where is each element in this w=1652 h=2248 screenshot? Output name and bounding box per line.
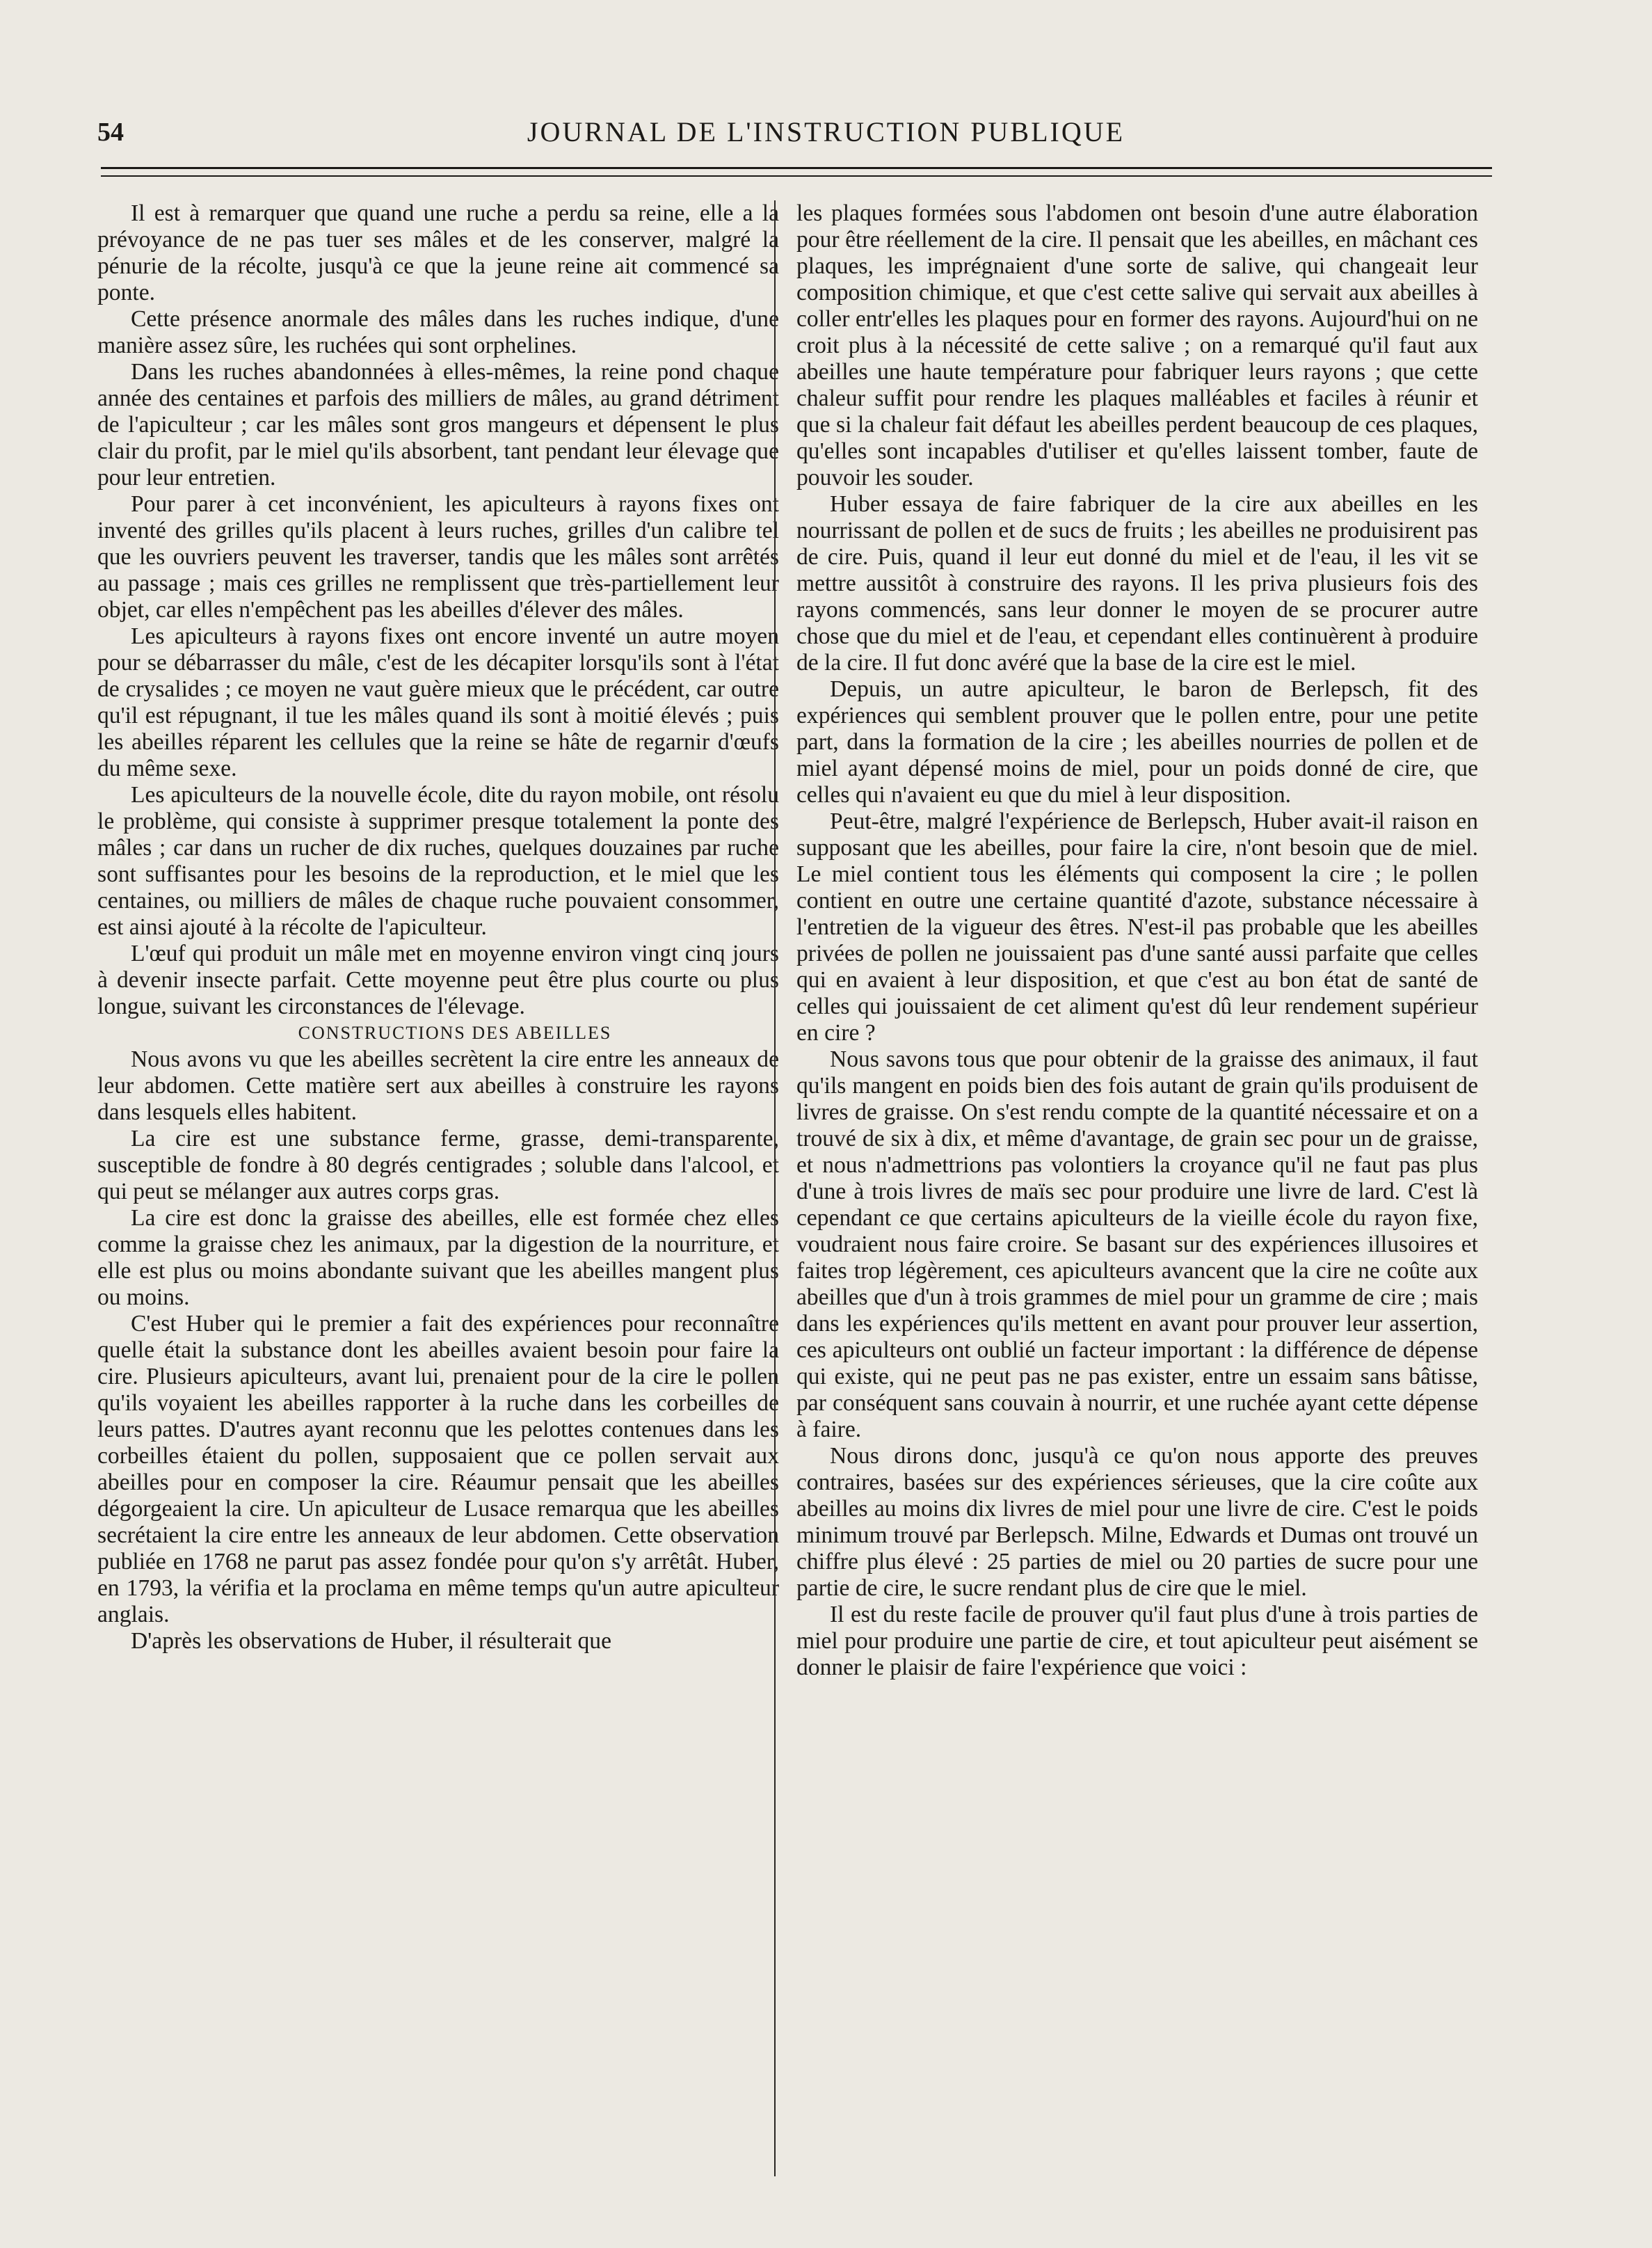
header-rule-thin bbox=[101, 175, 1492, 177]
left-column bbox=[97, 200, 779, 1655]
paragraph: les plaques formées sous l'abdomen ont besoin d'une autre élaboration pour être réellement de la cire. Il pensait que les abeilles, en mâchant ces plaques, les imprégnaient d'une sorte de salive, qui changeait leur composition chimique, et que c'est cette salive qui servait aux abeilles à coller entr'elles les plaques pour en former des rayons. Aujourd'hui on ne croit plus à la nécessité de cette salive ; on a remarqué qu'il faut aux abeilles une haute température pour fabriquer leurs rayons ; que cette chaleur suffit pour rendre les plaques malléables et faciles à réunir et que si la chaleur fait défaut les abeilles perdent beaucoup de ces plaques, qu'elles sont incapables d'utiliser et qu'elles laissent tomber, faute de pouvoir les souder. bbox=[796, 200, 1478, 491]
right-column bbox=[796, 200, 1478, 1681]
column-divider bbox=[774, 200, 776, 2176]
paragraph: Nous avons vu que les abeilles secrètent la cire entre les anneaux de leur abdomen. Cette matière sert aux abeilles à construire les rayons dans lesquels elles habitent. bbox=[97, 1046, 779, 1125]
paragraph: Huber essaya de faire fabriquer de la cire aux abeilles en les nourrissant de pollen et de sucs de fruits ; les abeilles ne produisirent pas de cire. Puis, quand il leur eut donné du miel et de l'eau, il les vit se mettre aussitôt à construire des rayons. Il les priva plusieurs fois des rayons commencés, sans leur donner le moyen de se procurer autre chose que du miel et de l'eau, et cependant elles continuèrent à produire de la cire. Il fut donc avéré que la base de la cire est le miel. bbox=[796, 491, 1478, 676]
page-number: 54 bbox=[97, 118, 124, 147]
section-title: CONSTRUCTIONS DES ABEILLES bbox=[298, 1023, 612, 1043]
paragraph: Depuis, un autre apiculteur, le baron de Berlepsch, fit des expériences qui semblent prouver que le pollen entre, pour une petite part, dans la formation de la cire ; les abeilles nourries de pollen et de miel ayant dépensé moins de miel, pour un poids donné de cire, que celles qui n'avaient eu que du miel à leur disposition. bbox=[796, 676, 1478, 808]
paragraph: Nous dirons donc, jusqu'à ce qu'on nous apporte des preuves contraires, basées sur des expériences sérieuses, que la cire coûte aux abeilles au moins dix livres de miel pour une livre de cire. C'est le poids minimum trouvé par Berlepsch. Milne, Edwards et Dumas ont trouvé un chiffre plus élevé : 25 parties de miel ou 20 parties de sucre pour une partie de cire, le sucre rendant plus de cire que le miel. bbox=[796, 1443, 1478, 1601]
paragraph: Nous savons tous que pour obtenir de la graisse des animaux, il faut qu'ils mangent en poids bien des fois autant de grain qu'ils produisent de livres de graisse. On s'est rendu compte de la quantité nécessaire et on a trouvé de six à dix, et même d'avantage, de grain sec pour un de graisse, et nous n'admettrions pas volontiers la croyance qu'il ne faut pas plus d'une à trois livres de maïs sec pour produire une livre de lard. C'est là cependant ce que certains apiculteurs de la vieille école du rayon fixe, voudraient nous faire croire. Se basant sur des expériences illusoires et faites trop légèrement, ces apiculteurs avancent que la cire ne coûte aux abeilles que d'un à trois grammes de miel pour un gramme de cire ; mais dans les expériences qu'ils mettent en avant pour prouver leur assertion, ces apiculteurs ont oublié un facteur important : la différence de dépense qui existe, qui ne peut pas ne pas exister, entre un essaim sans bâtisse, par conséquent sans couvain à nourrir, et une ruchée ayant cette dépense à faire. bbox=[796, 1046, 1478, 1442]
paragraph: D'après les observations de Huber, il résulterait que bbox=[131, 1628, 611, 1654]
paragraph: Les apiculteurs de la nouvelle école, dite du rayon mobile, ont résolu le problème, qui consiste à supprimer presque totalement la ponte des mâles ; car dans un rucher de dix ruches, quelques douzaines par ruche sont suffisantes pour les besoins de la reproduction, et le miel que les centaines, ou milliers de mâles de chaque ruche pouvaient consommer, est ainsi ajouté à la récolte de l'apiculteur. bbox=[97, 782, 779, 940]
running-title: JOURNAL DE L'INSTRUCTION PUBLIQUE bbox=[527, 116, 1125, 148]
header-rule-thick bbox=[101, 167, 1492, 169]
paragraph: Il est à remarquer que quand une ruche a perdu sa reine, elle a la prévoyance de ne pas tuer ses mâles et de les conserver, malgré la pénurie de la récolte, jusqu'à ce que la jeune reine ait commencé sa ponte. bbox=[97, 200, 779, 305]
paragraph: Cette présence anormale des mâles dans les ruches indique, d'une manière assez sûre, les ruchées qui sont orphelines. bbox=[97, 306, 779, 358]
paragraph: Les apiculteurs à rayons fixes ont encore inventé un autre moyen pour se débarrasser du mâle, c'est de les décapiter lorsqu'ils sont à l'état de crysalides ; ce moyen ne vaut guère mieux que le précédent, car outre qu'il est répugnant, il tue les mâles quand ils sont à moitié élevés ; puis les abeilles réparent les cellules que la reine se hâte de regarnir d'œufs du même sexe. bbox=[97, 623, 779, 781]
paragraph: C'est Huber qui le premier a fait des expériences pour reconnaître quelle était la substance dont les abeilles avaient besoin pour faire la cire. Plusieurs apiculteurs, avant lui, prenaient pour de la cire le pollen qu'ils voyaient les abeilles rapporter à la ruche dans les corbeilles de leurs pattes. D'autres ayant reconnu que les pelottes contenues dans les corbeilles étaient du pollen, supposaient que ce pollen servait aux abeilles pour en composer la cire. Réaumur pensait que les abeilles dégorgeaient la cire. Un apiculteur de Lusace remarqua que les abeilles secrétaient la cire entre les anneaux de leur abdomen. Cette observation publiée en 1768 ne parut pas assez fondée pour qu'on s'y arrêtât. Huber, en 1793, la vérifia et la proclama en même temps qu'un autre apiculteur anglais. bbox=[97, 1311, 779, 1627]
paragraph: Dans les ruches abandonnées à elles-mêmes, la reine pond chaque année des centaines et parfois des milliers de mâles, au grand détriment de l'apiculteur ; car les mâles sont gros mangeurs et dépensent le plus clair du profit, par le miel qu'ils absorbent, tant pendant leur élevage que pour leur entretien. bbox=[97, 359, 779, 491]
paragraph: Peut-être, malgré l'expérience de Berlepsch, Huber avait-il raison en supposant que les abeilles, pour faire la cire, n'ont besoin que de miel. Le miel contient tous les éléments qui composent la cire ; le pollen contient en outre une certaine quantité d'azote, substance nécessaire à l'entretien de la vigueur des êtres. N'est-il pas probable que les abeilles privées de pollen ne jouissaient pas d'une santé aussi parfaite que celles qui en avaient à leur disposition, et que c'est au bon état de santé de celles qui jouissaient de cet aliment qu'est dû leur rendement supérieur en cire ? bbox=[796, 808, 1478, 1046]
paragraph: L'œuf qui produit un mâle met en moyenne environ vingt cinq jours à devenir insecte parfait. Cette moyenne peut être plus courte ou plus longue, suivant les circonstances de l'élevage. bbox=[97, 941, 779, 1019]
paragraph: Il est du reste facile de prouver qu'il faut plus d'une à trois parties de miel pour produire une partie de cire, et tout apiculteur peut aisément se donner le plaisir de faire l'expérience que voici : bbox=[796, 1602, 1478, 1680]
paragraph: La cire est une substance ferme, grasse, demi-transparente, susceptible de fondre à 80 degrés centigrades ; soluble dans l'alcool, et qui peut se mélanger aux autres corps gras. bbox=[97, 1126, 779, 1204]
paragraph: Pour parer à cet inconvénient, les apiculteurs à rayons fixes ont inventé des grilles qu'ils placent à leurs ruches, grilles d'un calibre tel que les ouvriers peuvent les traverser, tandis que les mâles sont arrêtés au passage ; mais ces grilles ne remplissent que très-partiellement leur objet, car elles n'empêchent pas les abeilles d'élever des mâles. bbox=[97, 491, 779, 623]
paragraph: La cire est donc la graisse des abeilles, elle est formée chez elles comme la graisse chez les animaux, par la digestion de la nourriture, et elle est plus ou moins abondante suivant que les abeilles mangent plus ou moins. bbox=[97, 1205, 779, 1310]
